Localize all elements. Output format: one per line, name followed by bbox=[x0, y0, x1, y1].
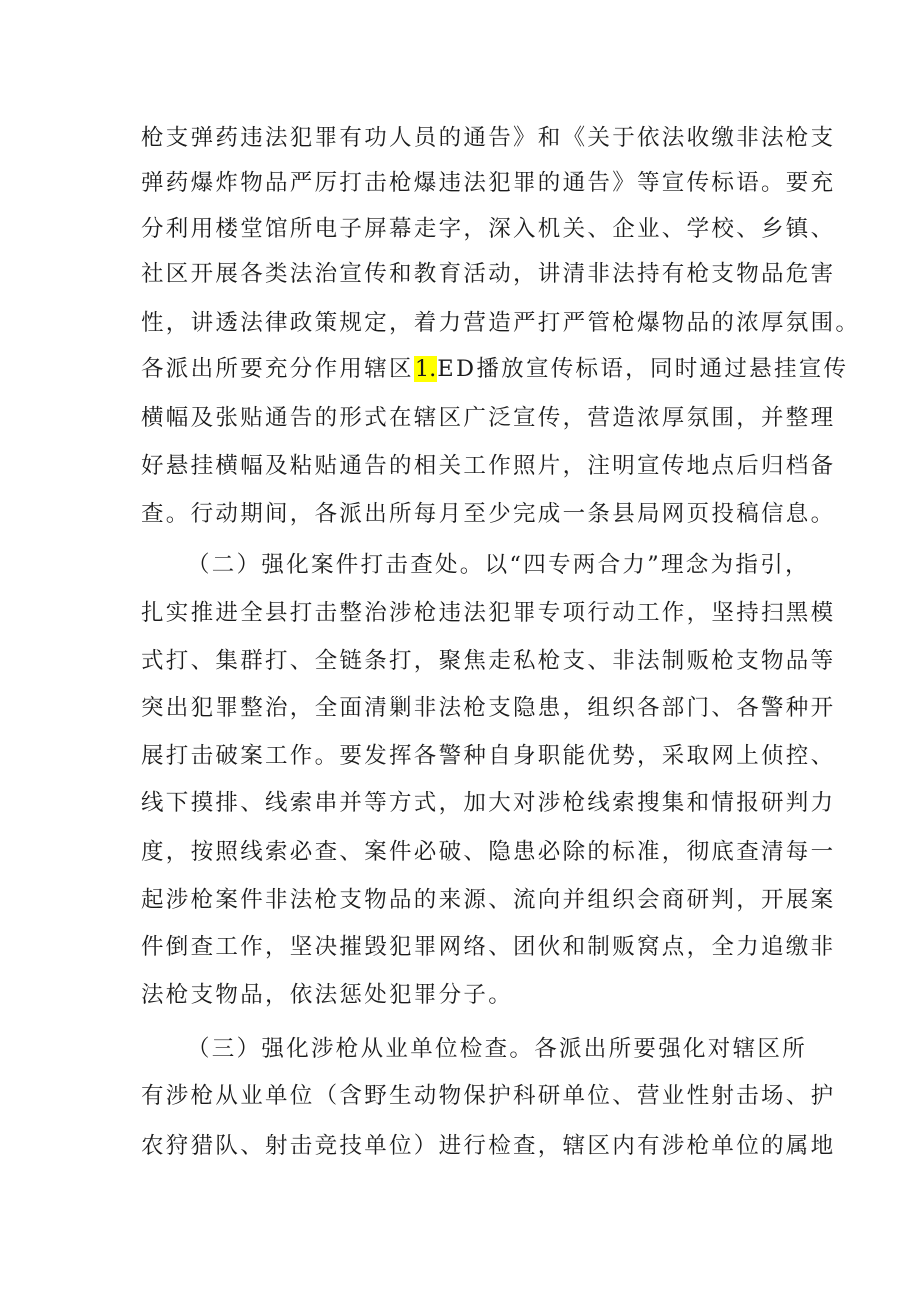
text-line: 分利用楼堂馆所电子屏幕走字，深入机关、企业、学校、乡镇、 bbox=[141, 216, 836, 242]
text-segment: ED播放宣传标语，同时通过悬挂宣传 bbox=[437, 356, 849, 382]
text-line-highlighted bbox=[141, 345, 848, 393]
text-line: 查。行动期间，各派出所每月至少完成一条县局网页投稿信息。 bbox=[141, 501, 836, 527]
text-segment: 各派出所要充分作用辖区 bbox=[141, 356, 414, 382]
text-line: 式打、集群打、全链条打，聚焦走私枪支、非法制贩枪支物品等 bbox=[141, 648, 836, 674]
text-line: 农狩猎队、射击竞技单位）进行检查，辖区内有涉枪单位的属地 bbox=[141, 1133, 836, 1159]
text-line: 横幅及张贴通告的形式在辖区广泛宣传，营造浓厚氛围，并整理 bbox=[141, 405, 836, 431]
text-line: 度，按照线索必查、案件必破、隐患必除的标准，彻底查清每一 bbox=[141, 839, 836, 865]
text-line: 好悬挂横幅及粘贴通告的相关工作照片，注明宣传地点后归档备 bbox=[141, 453, 836, 479]
text-line: 枪支弹药违法犯罪有功人员的通告》和《关于依法收缴非法枪支 bbox=[141, 125, 836, 151]
text-line: 扎实推进全县打击整治涉枪违法犯罪专项行动工作，坚持扫黑模 bbox=[141, 600, 836, 626]
text-line: 法枪支物品，依法惩处犯罪分子。 bbox=[141, 982, 514, 1008]
text-line: 突出犯罪整治，全面清剿非法枪支隐患，组织各部门、各警种开 bbox=[141, 695, 836, 721]
text-line: 弹药爆炸物品严厉打击枪爆违法犯罪的通告》等宣传标语。要充 bbox=[141, 170, 836, 196]
text-line: 社区开展各类法治宣传和教育活动，讲清非法持有枪支物品危害 bbox=[141, 261, 836, 287]
section-heading-line: （二）强化案件打击查处。以“四专两合力”理念为指引， bbox=[187, 552, 810, 578]
text-line: 线下摸排、线索串并等方式，加大对涉枪线索搜集和情报研判力 bbox=[141, 790, 836, 816]
highlighted-text: 1. bbox=[414, 356, 437, 382]
text-line: 性，讲透法律政策规定，着力营造严打严管枪爆物品的浓厚氛围。 bbox=[141, 310, 861, 336]
text-line: 起涉枪案件非法枪支物品的来源、流向并组织会商研判，开展案 bbox=[141, 887, 836, 913]
text-line: 有涉枪从业单位（含野生动物保护科研单位、营业性射击场、护 bbox=[141, 1083, 836, 1109]
text-line: 展打击破案工作。要发挥各警种自身职能优势，采取网上侦控、 bbox=[141, 743, 836, 769]
text-line: 件倒查工作，坚决摧毁犯罪网络、团伙和制贩窝点，全力追缴非 bbox=[141, 934, 836, 960]
section-heading-line: （三）强化涉枪从业单位检查。各派出所要强化对辖区所 bbox=[187, 1036, 808, 1062]
